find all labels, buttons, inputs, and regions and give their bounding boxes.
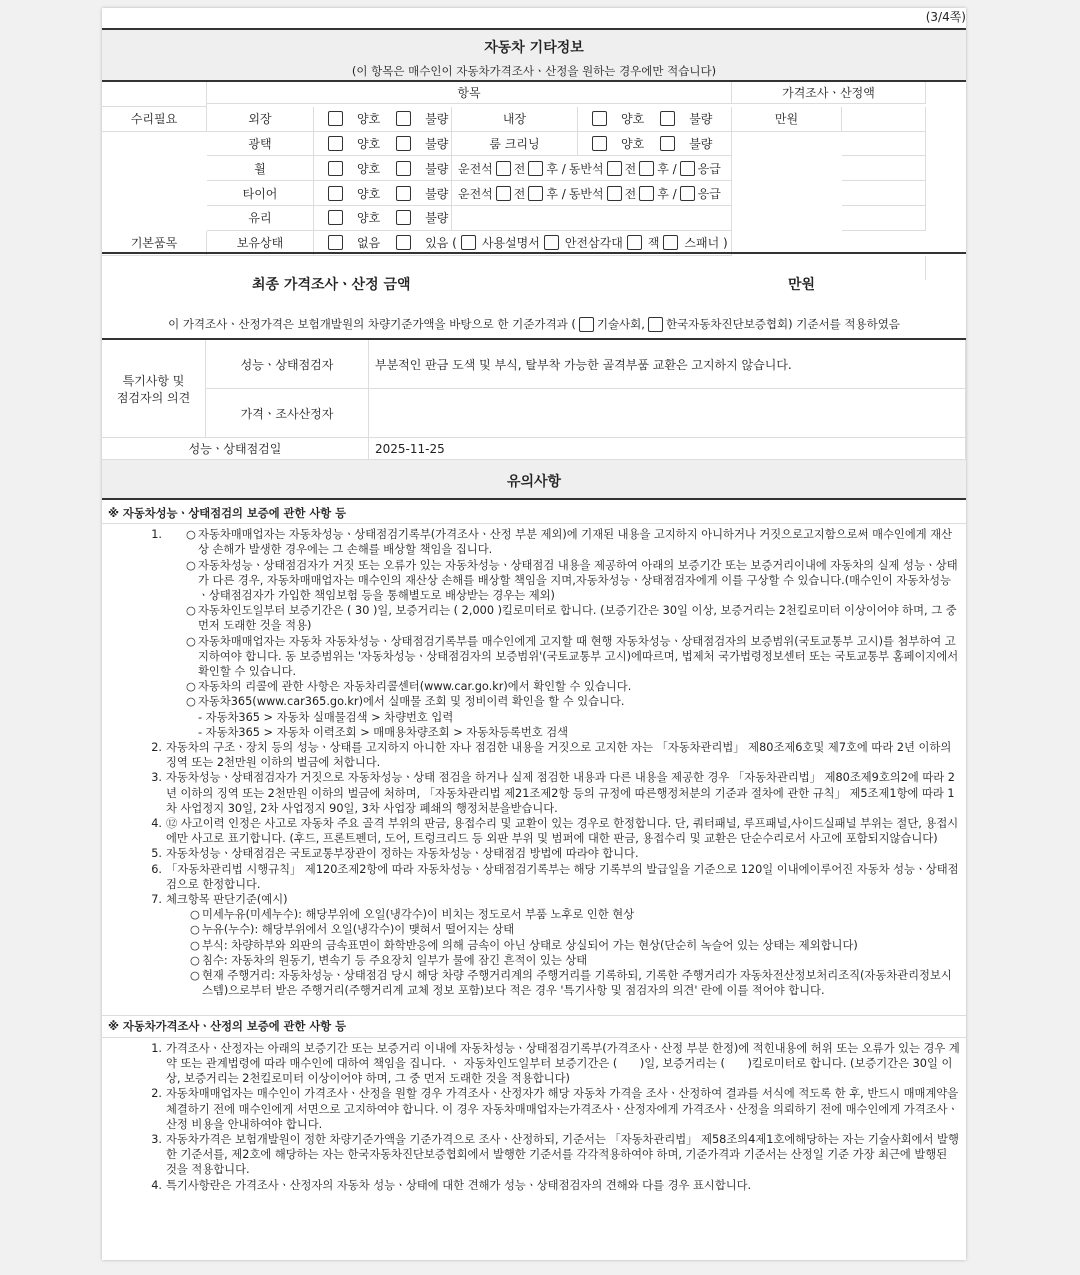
inspector-label: 성능ㆍ상태점검자 (206, 340, 369, 389)
glass-good-checkbox[interactable] (328, 210, 343, 225)
glass-options: 양호 불량 (314, 206, 452, 231)
section-subtitle: (이 항목은 매수인이 자동차가격조사ㆍ산정을 원하는 경우에만 적습니다) (351, 64, 717, 78)
possession-label: 보유상태 (207, 231, 314, 256)
inspector-opinion: 부분적인 판금 도색 및 부식, 탈부착 가능한 골격부품 교환은 고지하지 않습니다. (369, 340, 966, 389)
interior-good-checkbox[interactable] (592, 111, 607, 126)
opinion-group-label: 특기사항 및 점검자의 의견 (102, 340, 206, 438)
wheel-bad-checkbox[interactable] (396, 161, 411, 176)
jack-checkbox[interactable] (627, 235, 642, 250)
passenger-front-checkbox[interactable] (607, 186, 622, 201)
possession-options: 없음 있음 ( 사용설명서 안전삼각대 잭 스패너 ) (314, 231, 732, 256)
room-cleaning-bad-checkbox[interactable] (660, 136, 675, 151)
list-item: 1. ○ 자동차매매업자는 자동차성능ㆍ상태점검기록부(가격조사ㆍ산정 부분 제외)에 기재된 내용을 고지하지 아니하거나 거짓으로고지함으로써 매수인에게 재산상 손해가 발생한 경우에는 그 손해를 배상할 책임을 집니다. ○ 자동차성능ㆍ상태점검자가 거짓 또는 오류가 있는 자동차성능ㆍ상태점검 내용을 제공하여 아래의 보증기간 또는 보증거리이내에 자동차의 실제 성능ㆍ상태가 다른 경우, 자동차매매업자는 매수인의 재산상 손해를 배상할 책임을 지며,자동차성능ㆍ상태점검자에게 이를 구상할 수 있습니다.(매수인이 자동차성능ㆍ상태점검자가 가입한 책임보험 등을 통해별도로 배상받는 경우는 제외) ○ 자동차인도일부터 보증기간은 ( 30 )일, 보증거리는 ( 2,000 )킬로미터로 합니다. (보증기간은 30일 이상, 보증거리는 2천킬로미터 이상이어야 하며, 그 중 먼저 도래한 것을 적용) ○ 자동차매매업자는 자동차 자동차성능ㆍ상태점검기록부를 매수인에게 고지할 때 현행 자동차성능ㆍ상태점검자의 보증범위(국토교통부 고시)를 첨부하여 고지하여야 합니다. 동 보증범위는 '자동차성능ㆍ상태점검자의 보증범위'(국토교통부 고시)에따르며, 법제처 국가법령정보센터 또는 국토교통부 홈페이지에서 확인할 수 있습니다. ○ 자동차의 리콜에 관한 사항은 자동차리콜센터(www.car.go.kr)에서 확인할 수 있습니다. ○ 자동차365(www.car365.go.kr)에서 실매물 조회 및 정비이력 확인을 할 수 있습니다. - 자동차365 > 자동차 실매물검색 > 차량번호 입력 - 자동차365 > 자동차 이력조회 > 매매용차량조회 > 자동차등록번호 검색 (151, 528, 959, 739)
exterior-bad-checkbox[interactable] (396, 111, 411, 126)
price-unit: 만원 (732, 107, 842, 132)
section-title: 자동차 기타정보 (484, 40, 584, 56)
wheel-seat-options: 운전석 전 후 / 동반석 전 후 / 응급 (452, 156, 732, 181)
row-label: 광택 (207, 132, 314, 157)
spanner-checkbox[interactable] (663, 235, 678, 250)
exterior-good-checkbox[interactable] (328, 111, 343, 126)
notes-body (102, 504, 966, 1193)
document-page (102, 8, 966, 1260)
repair-grid (102, 82, 966, 280)
row-right-label: 룸 크리닝 (452, 132, 578, 157)
other-info-section (102, 28, 966, 252)
final-amount-section (102, 252, 966, 340)
list-item: 3. 자동차가격은 보험개발원이 정한 차량기준가액을 기준가격으로 조사ㆍ산정하되, 기준서는 「자동차관리법」 제58조의4제1호에해당하는 자는 기술사회에서 발행한 기준서를, 제2호에 해당하는 자는 한국자동차진단보증협회에서 발행한 기준서를 각각적용하여야 하며, 기준가격과 기준서는 산정일 기준 가장 최근에 발행된 것을 적용합니다. (151, 1132, 959, 1177)
opinion-section (102, 340, 966, 460)
n1-bullets: ○ 자동차매매업자는 자동차성능ㆍ상태점검기록부(가격조사ㆍ산정 부분 제외)에 기재된 내용을 고지하지 아니하거나 거짓으로고지함으로써 매수인에게 재산상 손해가 발생한 경우에는 그 손해를 배상할 책임을 집니다. ○ 자동차성능ㆍ상태점검자가 거짓 또는 오류가 있는 자동차성능ㆍ상태점검 내용을 제공하여 아래의 보증기간 또는 보증거리이내에 자동차의 실제 성능ㆍ상태가 다른 경우, 자동차매매업자는 매수인의 재산상 손해를 배상할 책임을 지며,자동차성능ㆍ상태점검자에게 이를 구상할 수 있습니다.(매수인이 자동차성능ㆍ상태점검자가 가입한 책임보험 등을 통해별도로 배상받는 경우는 제외) ○ 자동차인도일부터 보증기간은 ( 30 )일, 보증거리는 ( 2,000 )킬로미터로 합니다. (보증기간은 30일 이상, 보증거리는 2천킬로미터 이상이어야 하며, 그 중 먼저 도래한 것을 적용) ○ 자동차매매업자는 자동차 자동차성능ㆍ상태점검기록부를 매수인에게 고지할 때 현행 자동차성능ㆍ상태점검자의 보증범위(국토교통부 고시)를 첨부하여 고지하여야 합니다. 동 보증범위는 '자동차성능ㆍ상태점검자의 보증범위'(국토교통부 고시)에따르며, 법제처 국가법령정보센터 또는 국토교통부 홈페이지에서 확인할 수 있습니다. ○ 자동차의 리콜에 관한 사항은 자동차리콜센터(www.car.go.kr)에서 확인할 수 있습니다. ○ 자동차365(www.car365.go.kr)에서 실매물 조회 및 정비이력 확인을 할 수 있습니다. - 자동차365 > 자동차 실매물검색 > 차량번호 입력 - 자동차365 > 자동차 이력조회 > 매매용차량조회 > 자동차등록번호 검색 (186, 528, 959, 739)
possession-have-checkbox[interactable] (396, 235, 411, 250)
page-number: (3/4쪽) (925, 10, 966, 24)
diagnosis-association-checkbox[interactable] (648, 317, 663, 332)
exterior-options: 양호 불량 (314, 107, 452, 132)
driver-front-checkbox[interactable] (496, 161, 511, 176)
driver-front-checkbox[interactable] (496, 186, 511, 201)
list-item: 7. 체크항목 판단기준(예시) (151, 893, 288, 907)
room-cleaning-options: 양호 불량 (578, 132, 732, 157)
emergency-checkbox[interactable] (680, 186, 695, 201)
price-cell (842, 156, 926, 181)
manual-checkbox[interactable] (461, 235, 476, 250)
notes-list-2 (102, 1038, 966, 1193)
possession-none-checkbox[interactable] (328, 235, 343, 250)
gloss-good-checkbox[interactable] (328, 136, 343, 151)
passenger-rear-checkbox[interactable] (639, 161, 654, 176)
interior-bad-checkbox[interactable] (660, 111, 675, 126)
appraiser-opinion (369, 389, 966, 438)
triangle-checkbox[interactable] (544, 235, 559, 250)
passenger-rear-checkbox[interactable] (639, 186, 654, 201)
list-item: 6. 「자동차관리법 시행규칙」 제120조제2항에 따라 자동차성능ㆍ상태점검기록부는 해당 기록부의 발급일을 기준으로 120일 이내에이루어진 자동차 성능ㆍ상태점검으로 한정합니다. (151, 862, 959, 891)
gloss-options: 양호 불량 (314, 132, 452, 157)
interior-options: 양호 불량 (578, 107, 732, 132)
glass-bad-checkbox[interactable] (396, 210, 411, 225)
final-amount-unit: 만원 (788, 277, 816, 293)
list-item: 5. 자동차성능ㆍ상태점검은 국토교통부장관이 정하는 자동차성능ㆍ상태점검 방법에 따라야 합니다. (151, 847, 639, 861)
basic-group-label: 기본품목 (102, 231, 207, 256)
basis-statement: 이 가격조사ㆍ산정가격은 보험개발원의 차량기준가액을 바탕으로 한 기준가격과 ( 기술사회, 한국자동차진단보증협회) 기준서를 적용하였음 (168, 317, 900, 331)
appraiser-label: 가격ㆍ조사산정자 (206, 389, 369, 438)
notes-list-1 (102, 524, 966, 998)
tire-good-checkbox[interactable] (328, 186, 343, 201)
item-header: 항목 (207, 82, 732, 104)
gloss-bad-checkbox[interactable] (396, 136, 411, 151)
row-label: 유리 (207, 206, 314, 231)
list-item: 3. 자동차성능ㆍ상태점검자가 거짓으로 자동차성능ㆍ상태 점검을 하거나 실제 점검한 내용과 다른 내용을 제공한 경우 「자동차관리법」 제80조제9호의2에 따라 2년 이하의 징역 또는 2천만원 이하의 벌금에 처하며, 「자동차관리법 제21조제2항 등의 규정에 따른행정처분의 기준과 절차에 관한 규칙」 제5조제1항에 따라 1차 사업정지 30일, 2차 사업정지 90일, 3차 사업장 폐쇄의 행정처분을받습니다. (151, 771, 955, 815)
notes-title: 유의사항 (506, 474, 562, 490)
row-label: 휠 (207, 156, 314, 181)
price-cell (842, 132, 926, 157)
price-cell (842, 206, 926, 231)
list-item: 2. 자동차의 구조ㆍ장치 등의 성능ㆍ상태를 고지하지 아니한 자나 점검한 내용을 거짓으로 고지한 자는 「자동차관리법」 제80조제6호및 제7호에 따라 2년 이하의 징역 또는 2천만원 이하의 벌금에 처합니다. (151, 741, 952, 770)
price-cell (842, 181, 926, 206)
n7-bullets: ○ 미세누유(미세누수): 해당부위에 오일(냉각수)이 비치는 정도로서 부품 노후로 인한 현상 ○ 누유(누수): 해당부위에서 오일(냉각수)이 맺혀서 떨어지는 상태 ○ 부식: 차량하부와 외판의 금속표면이 화학반응에 의해 금속이 아닌 상태로 상실되어 가는 현상(단순히 녹슬어 있는 상태는 제외합니다) ○ 침수: 자동차의 원동기, 변속기 등 주요장치 일부가 물에 잠긴 흔적이 있는 상태 ○ 현재 주행거리: 자동차성능ㆍ상태점검 당시 해당 차량 주행거리계의 주행거리를 기록하되, 기록한 주행거리가 자동차전산정보처리조직(자동차관리정보시스템)으로부터 받은 주행거리(주행거리계 교체 정보 포함)보다 적은 경우 '특기사항 및 점검자의 의견' 란에 이를 적어야 합니다. (190, 908, 952, 998)
list-item: 4. ⑫ 사고이력 인정은 사고로 자동차 주요 골격 부위의 판금, 용접수리 및 교환이 있는 경우로 한정합니다. 단, 쿼터패널, 루프패널,사이드실패널 부위는 절단, 용접시에만 사고로 표기합니다. (후드, 프론트펜더, 도어, 트렁크리드 등 외판 부위 및 범퍼에 대한 판금, 용접수리 및 교환은 단순수리로서 사고에 포함되지않습니다) (151, 817, 959, 846)
final-amount-label: 최종 가격조사ㆍ산정 금액 (252, 277, 411, 293)
list-item: 1. 가격조사ㆍ산정자는 아래의 보증기간 또는 보증거리 이내에 자동차성능ㆍ상태점검기록부(가격조사ㆍ산정 부분 한정)에 적힌내용에 허위 또는 오류가 있는 경우 계약 또는 관계법령에 따라 매수인에 대하여 책임을 집니다. ㆍ 자동차인도일부터 보증기간은 ( )일, 보증거리는 ( )킬로미터로 합니다. (보증기간은 30일 이상, 보증거리는 2천킬로미터 이상이어야 하며, 그 중 먼저 도래한 것을 적용합니다) (151, 1041, 960, 1086)
list-item: 4. 특기사항란은 가격조사ㆍ산정자의 자동차 성능ㆍ상태에 대한 견해가 성능ㆍ상태점검자의 견해와 다를 경우 표시합니다. (151, 1178, 752, 1192)
room-cleaning-good-checkbox[interactable] (592, 136, 607, 151)
notes-heading-2: ※ 자동차가격조사ㆍ산정의 보증에 관한 사항 등 (102, 1015, 966, 1038)
row-label: 타이어 (207, 181, 314, 206)
list-item: 2. 자동차매매업자는 매수인이 가격조사ㆍ산정을 원할 경우 가격조사ㆍ산정자가 해당 자동차 가격을 조사ㆍ산정하여 결과를 서식에 적도록 한 후, 반드시 매매계약을 체결하기 전에 매수인에게 서면으로 고지하여야 합니다. 이 경우 자동차매매업자는가격조사ㆍ산정자에게 가격조사ㆍ산정을 의뢰하기 전에 매수인에게 가격조사ㆍ산정 비용을 안내하여야 합니다. (151, 1087, 959, 1131)
price-cell (842, 107, 926, 132)
price-header: 가격조사ㆍ산정액 (732, 82, 926, 104)
tire-seat-options: 운전석 전 후 / 동반석 전 후 / 응급 (452, 181, 732, 206)
inspection-date-label: 성능ㆍ상태점검일 (102, 438, 369, 460)
wheel-options: 양호 불량 (314, 156, 452, 181)
row-label: 외장 (207, 107, 314, 132)
tire-bad-checkbox[interactable] (396, 186, 411, 201)
section-header (102, 30, 966, 82)
row-right-label: 내장 (452, 107, 578, 132)
emergency-checkbox[interactable] (680, 161, 695, 176)
engineering-society-checkbox[interactable] (579, 317, 594, 332)
driver-rear-checkbox[interactable] (528, 186, 543, 201)
wheel-good-checkbox[interactable] (328, 161, 343, 176)
passenger-front-checkbox[interactable] (607, 161, 622, 176)
notes-heading-1: ※ 자동차성능ㆍ상태점검의 보증에 관한 사항 등 (102, 504, 966, 524)
notes-header (102, 460, 966, 500)
repair-group-label: 수리필요 (102, 107, 207, 132)
inspection-date: 2025-11-25 (369, 438, 966, 460)
driver-rear-checkbox[interactable] (528, 161, 543, 176)
tire-options: 양호 불량 (314, 181, 452, 206)
